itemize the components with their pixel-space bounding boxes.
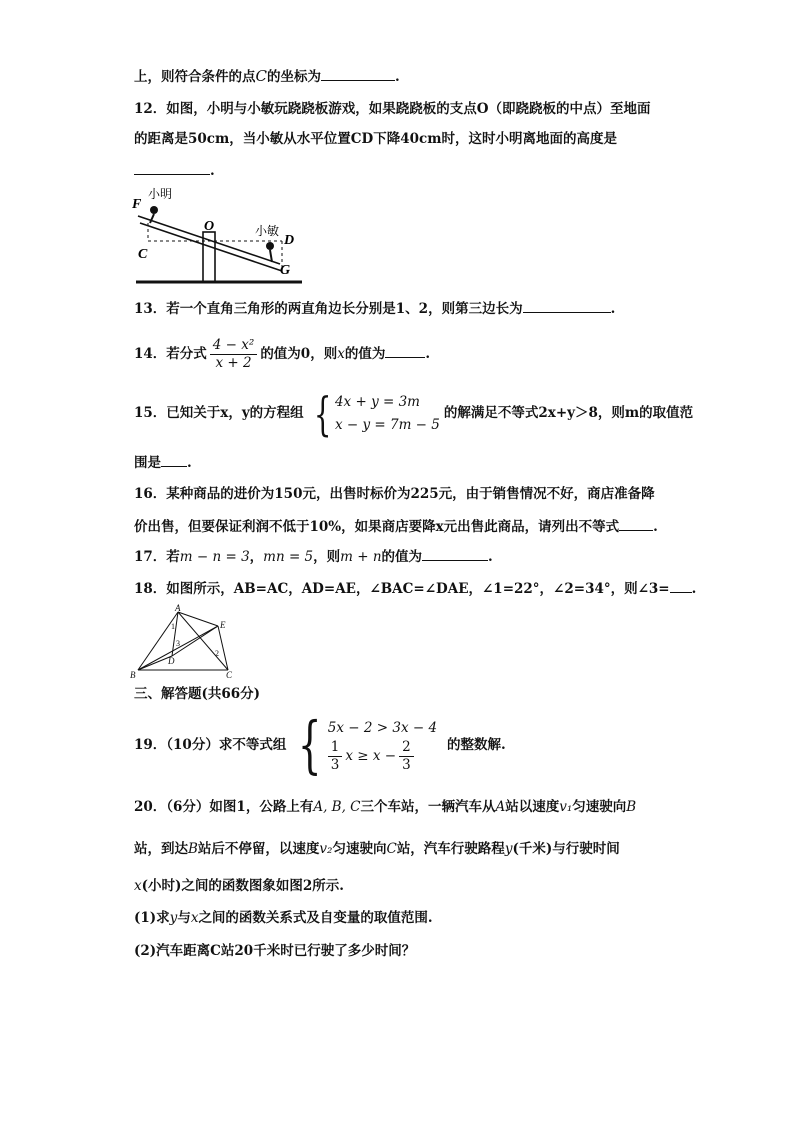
q20-l1-A: A: [495, 799, 506, 815]
q15-eq2: x − y = 7m − 5: [334, 416, 440, 433]
q18-text: 18．如图所示，AB=AC，AD=AE，∠BAC=∠DAE，∠1=22°，∠2=34°，则∠3=: [134, 581, 670, 597]
q17-answer-blank[interactable]: [422, 546, 488, 561]
q15-line1: [134, 386, 694, 441]
q19-ineq2-mid: x ≥ x −: [345, 748, 397, 764]
q16-line2-text: 价出售，但要保证利润不低于10%，如果商店要降x元出售此商品，请列出不等式: [134, 519, 620, 535]
q20-v1: v₁: [559, 799, 573, 815]
q18-line: [134, 578, 696, 598]
q17-prefix: 17．若: [134, 549, 180, 565]
q11-point: C: [255, 67, 267, 85]
label-D: D: [284, 233, 295, 248]
q20-s1c: 之间的函数关系式及自变量的取值范围.: [198, 910, 433, 926]
label-F: F: [132, 197, 142, 212]
q17-sep: ，: [249, 549, 264, 565]
q20-l2a: 站，到达: [134, 841, 188, 857]
q20-s1a: (1)求: [134, 910, 170, 926]
label-xiaoming: 小明: [148, 187, 173, 201]
q15-prefix: 15．已知关于x，y的方程组: [134, 405, 304, 421]
q20-s1b: 与: [177, 910, 191, 926]
q20-v2: v₂: [319, 841, 333, 857]
q19-frac1-den: 3: [330, 756, 340, 773]
q20-l2-B: B: [188, 841, 198, 857]
q20-line2: [134, 840, 620, 858]
q18-answer-blank[interactable]: [670, 578, 692, 593]
q12-line1: 12．如图，小明与小敏玩跷跷板游戏，如果跷跷板的支点O（即跷跷板的中点）至地面: [134, 101, 651, 117]
q20-l3-x: x: [134, 878, 142, 894]
q20-l1-B: B: [626, 799, 637, 815]
q11-tail-line: [134, 66, 400, 86]
q20-l2e: (千米)与行驶时间: [512, 841, 620, 857]
q20-l3a: (小时)之间的函数图象如图2所示.: [141, 878, 344, 894]
q20-l2d: 站，汽车行驶路程: [396, 841, 505, 857]
q13-answer-blank[interactable]: [523, 298, 611, 313]
q19-frac1-num: 1: [328, 739, 343, 757]
q13-text: 13．若一个直角三角形的两直角边长分别是1、2，则第三边长为: [134, 301, 523, 317]
q20-l2b: 站后不停留，以速度: [197, 841, 320, 857]
q14-period: .: [425, 346, 431, 362]
q11-text-after: 的坐标为: [266, 69, 321, 85]
q20-l1d: 匀速驶向: [572, 799, 627, 815]
q19-prefix: 19．（10分）求不等式组: [134, 737, 287, 753]
q14-prefix: 14．若分式: [134, 346, 207, 362]
label-B: B: [130, 670, 136, 680]
q12-period: .: [210, 163, 215, 179]
edge-BE: [138, 626, 218, 670]
q19-frac1: [328, 739, 343, 774]
q17-cond1: m − n = 3: [179, 549, 250, 565]
label-C: C: [226, 670, 233, 680]
label-A: A: [175, 604, 181, 613]
q17-period: .: [488, 549, 493, 565]
q20-l1c: 站以速度: [505, 799, 560, 815]
q20-l1a: 20．（6分）如图1，公路上有: [134, 799, 314, 815]
section-3-heading: 三、解答题(共66分): [134, 686, 261, 702]
q11-text: 上，则符合条件的点: [134, 69, 256, 85]
label-xiaomin: 小敏: [255, 224, 280, 238]
q14-middle: 的值为0，则: [260, 346, 338, 362]
q17-suffix: 的值为: [381, 549, 423, 565]
q16-line2: [134, 516, 658, 536]
q20-sub2: (2)汽车距离C站20千米时已行驶了多少时间？: [134, 943, 416, 959]
q19-ineq1: 5x − 2 > 3x − 4: [327, 719, 438, 736]
triangle-figure: [130, 604, 242, 680]
seesaw-figure: [130, 186, 310, 290]
label-D: D: [168, 656, 175, 666]
q19-frac2: [399, 739, 414, 774]
q16-answer-blank[interactable]: [619, 516, 653, 531]
q17-middle: ，则: [313, 549, 341, 565]
angle-3-label: 3: [176, 639, 180, 648]
q14-fraction: [210, 337, 258, 372]
q17-expr: m + n: [340, 549, 382, 565]
q15-eq1: 4x + y = 3m: [334, 393, 420, 410]
q14-denominator: x + 2: [215, 355, 252, 371]
label-E: E: [220, 620, 226, 630]
q20-l1b: 三个车站，一辆汽车从: [360, 799, 496, 815]
q12-line3: [134, 160, 215, 180]
q15-line2: [134, 452, 192, 472]
label-C: C: [138, 247, 148, 262]
xiaoming-figure: [150, 206, 158, 214]
q12-answer-blank[interactable]: [134, 160, 210, 175]
q20-l2-C: C: [386, 841, 397, 857]
q13-period: .: [610, 301, 616, 317]
q19-ineq2: [328, 739, 437, 774]
q15-equation-system: [308, 386, 440, 441]
q11-answer-blank[interactable]: [321, 66, 395, 81]
label-G: G: [280, 263, 291, 278]
q12-line2: 的距离是50cm，当小敏从水平位置CD下降40cm时，这时小明离地面的高度是: [134, 131, 618, 147]
q20-line3: [134, 877, 344, 895]
q14-numerator: 4 − x²: [210, 337, 258, 355]
q15-answer-blank[interactable]: [161, 452, 187, 467]
q15-period: .: [187, 455, 192, 471]
q14-answer-blank[interactable]: [385, 343, 425, 358]
angle-2-label: 2: [215, 649, 219, 658]
q19-frac2-num: 2: [399, 739, 414, 757]
q14-line: [134, 334, 430, 374]
edge-EC: [218, 626, 228, 670]
q15-suffix: 的解满足不等式2x+y＞8，则m的取值范: [443, 405, 694, 421]
q15-line2-text: 围是: [134, 455, 161, 471]
q14-suffix: 的值为: [344, 346, 386, 362]
q16-period: .: [653, 519, 658, 535]
q20-s1-y: y: [169, 910, 178, 926]
q20-s1-x: x: [190, 910, 199, 926]
q18-period: .: [691, 581, 697, 597]
q16-line1: 16．某种商品的进价为150元，出售时标价为225元，由于销售情况不好，商店准备降: [134, 486, 655, 502]
angle-1-label: 1: [171, 622, 175, 631]
q20-l2-y: y: [504, 841, 513, 857]
q20-l2c: 匀速驶向: [332, 841, 387, 857]
q20-line1: [134, 798, 636, 816]
q17-line: [134, 546, 493, 566]
q15-brace: {: [313, 386, 332, 441]
q19-frac2-den: 3: [402, 756, 411, 773]
xiaomin-figure: [266, 242, 274, 250]
q19-line: [134, 708, 506, 781]
q17-cond2: mn = 5: [263, 549, 314, 565]
q20-sub1: [134, 909, 433, 927]
q20-points: A, B, C: [313, 799, 361, 815]
q13-line: [134, 298, 615, 318]
q19-suffix: 的整数解.: [447, 737, 506, 753]
q19-inequality-system: [290, 708, 438, 781]
q19-brace: {: [298, 708, 322, 781]
label-O: O: [204, 219, 215, 234]
q14-var: x: [337, 346, 345, 362]
q11-period: .: [394, 69, 400, 85]
